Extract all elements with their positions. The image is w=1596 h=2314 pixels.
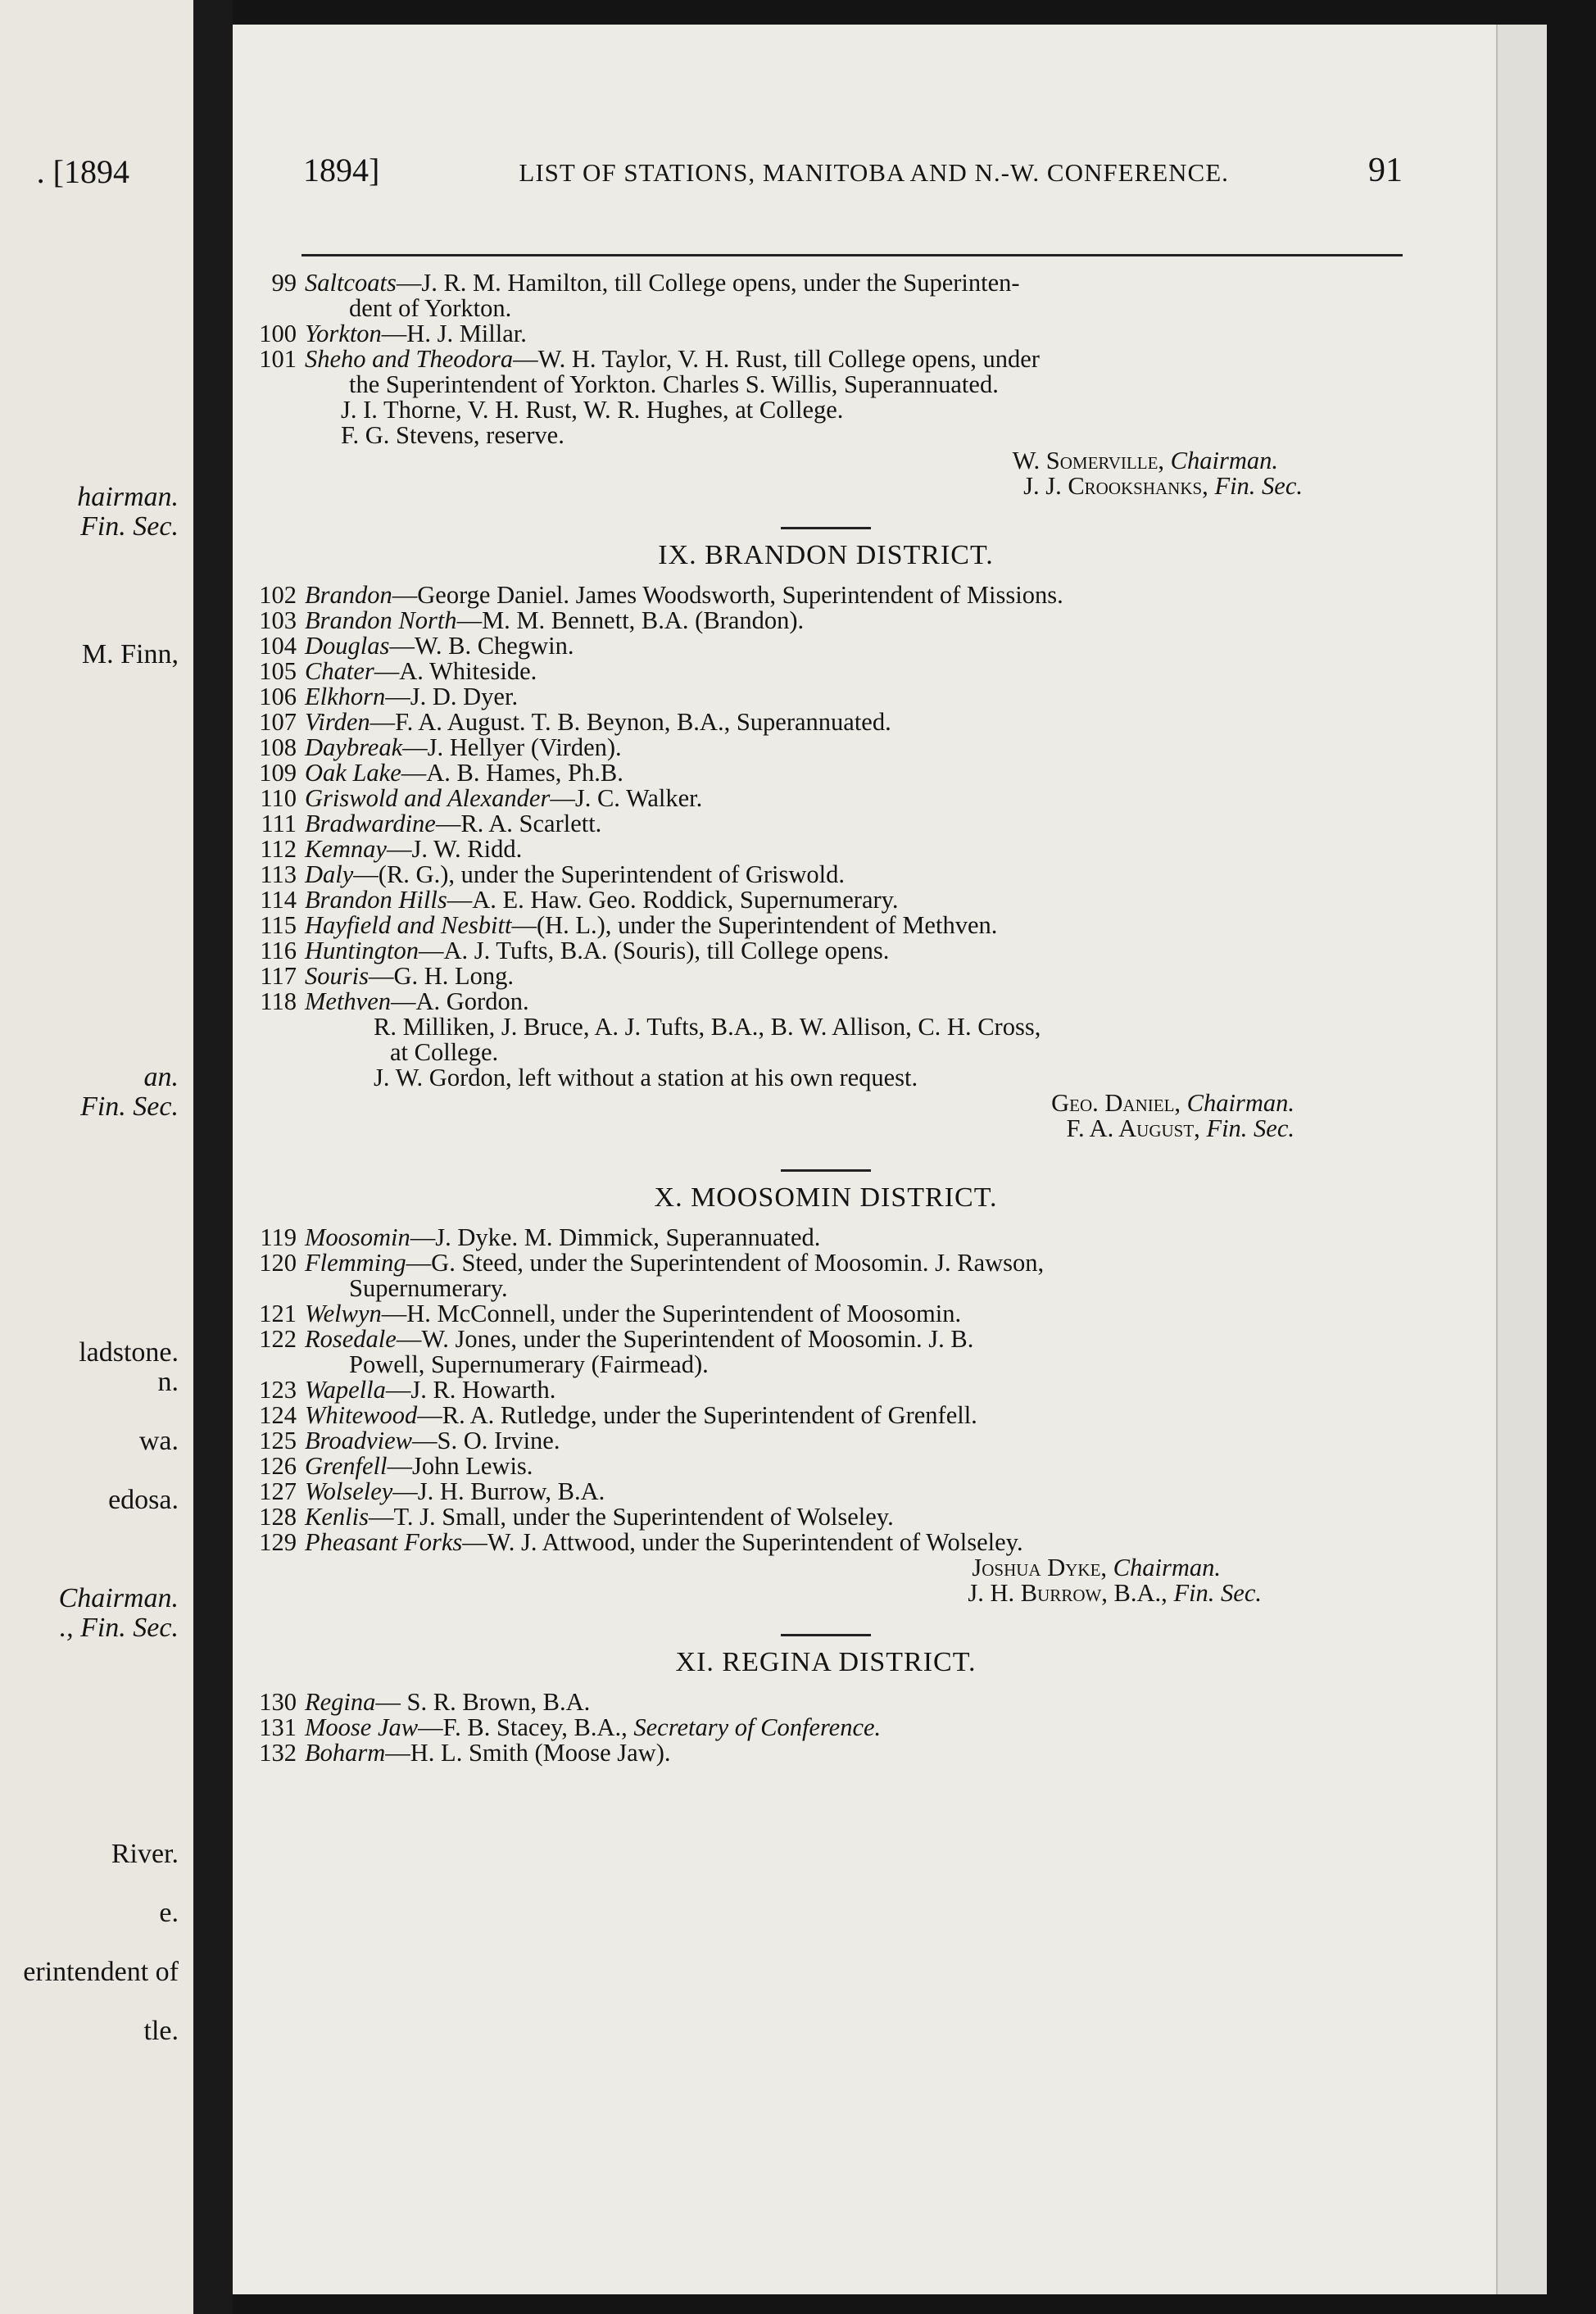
book-page [233,25,1547,2294]
station-entry [251,270,1401,296]
appointment-office: Secretary of Conference. [633,1713,882,1741]
station-number: 100 [259,320,297,347]
book-gutter [193,0,233,2314]
station-appointment: —W. Jones, under the Superintendent of Moosomin. J. B. [396,1325,974,1353]
station-number: 132 [259,1739,297,1767]
facing-page-fragment: ., Fin. Sec. [59,1613,179,1643]
station-number: 128 [259,1503,297,1531]
secretary-signature [251,474,1401,499]
station-entry [251,1479,1401,1504]
station-name: Chater [305,657,374,685]
station-appointment: —J. R. Howarth. [385,1376,556,1404]
station-appointment: —G. Steed, under the Superintendent of Moosomin. J. Rawson, [406,1249,1045,1277]
station-name: Grenfell [305,1452,388,1480]
station-entry [251,913,1401,938]
station-name: Douglas [305,632,390,660]
station-entry [251,938,1401,964]
facing-page-fragment: n. [157,1367,179,1397]
station-entry [251,347,1401,372]
station-appointment: —J. Dyke. M. Dimmick, Superannuated. [410,1223,821,1251]
station-name: Hayfield and Nesbitt [305,911,512,939]
note-line: R. Milliken, J. Bruce, A. J. Tufts, B.A., B. W. Allison, C. H. Cross, [374,1013,1041,1041]
station-name: Kenlis [305,1503,369,1531]
district-heading: XI. REGINA DISTRICT. [675,1647,977,1677]
station-entry [251,1530,1401,1555]
station-entry [251,1250,1401,1276]
station-entry [251,633,1401,659]
section-rule [781,1169,871,1172]
page-content [251,270,1401,1766]
section-rule [781,527,871,529]
entry-continuation: the Superintendent of Yorkton. Charles S. Willis, Superannuated. [349,370,999,398]
station-name: Souris [305,962,369,990]
station-number: 130 [259,1688,297,1716]
station-name: Welwyn [305,1300,382,1327]
station-appointment: —George Daniel. James Woodsworth, Superintendent of Missions. [392,581,1063,609]
station-entry [251,1403,1401,1428]
running-header [303,151,1403,190]
station-name: Pheasant Forks [305,1528,463,1556]
station-number: 99 [271,269,297,297]
station-number: 125 [259,1427,297,1454]
facing-page-fragment: hairman. [77,482,179,512]
station-appointment: —M. M. Bennett, B.A. (Brandon). [456,606,805,634]
station-name: Griswold and Alexander [305,784,551,812]
station-entry [251,1428,1401,1454]
station-name: Bradwardine [305,810,436,837]
chairman-title: Chairman. [1186,1089,1294,1117]
station-appointment: —F. B. Stacey, B.A., [418,1713,634,1741]
station-entry [251,964,1401,989]
station-entry [251,1454,1401,1479]
station-appointment: —H. J. Millar. [381,320,527,347]
station-name: Sheho and Theodora [305,345,514,373]
station-entry [251,1225,1401,1250]
station-appointment: —J. Hellyer (Virden). [402,733,622,761]
station-appointment: —J. D. Dyer. [385,683,519,710]
station-entry [251,583,1401,608]
station-entry [251,1327,1401,1352]
station-number: 112 [260,835,297,863]
station-number: 104 [259,632,297,660]
section-rule [781,1634,871,1636]
chairman-title: Chairman. [1113,1554,1221,1581]
station-entry [251,659,1401,684]
facing-page [0,0,193,2314]
note-line: J. I. Thorne, V. H. Rust, W. R. Hughes, at College. [341,396,844,424]
station-entry [251,321,1401,347]
station-number: 115 [260,911,297,939]
header-rule [302,254,1403,256]
secretary-title: Fin. Sec. [1173,1579,1262,1607]
secretary-name: J. J. Crookshanks, [1023,472,1208,500]
station-number: 105 [259,657,297,685]
station-appointment: —(R. G.), under the Superintendent of Griswold. [353,860,846,888]
page-edge [1496,25,1547,2294]
station-entry [251,1715,1401,1740]
station-number: 122 [259,1325,297,1353]
station-appointment: —J. C. Walker. [550,784,703,812]
station-name: Broadview [305,1427,413,1454]
station-number: 127 [259,1477,297,1505]
chairman-signature [251,1555,1401,1581]
district-heading: IX. BRANDON DISTRICT. [658,540,994,570]
station-number: 113 [260,860,297,888]
station-name: Daybreak [305,733,403,761]
station-name: Rosedale [305,1325,397,1353]
secretary-signature [251,1116,1401,1141]
note-line: J. W. Gordon, left without a station at his own request. [374,1064,918,1091]
station-appointment: —G. H. Long. [368,962,515,990]
station-number: 120 [259,1249,297,1277]
facing-page-fragment: River. [111,1839,179,1869]
station-name: Virden [305,708,370,736]
station-entry [251,1740,1401,1766]
station-appointment: —J. W. Ridd. [386,835,523,863]
station-number: 109 [259,759,297,787]
station-name: Yorkton [305,320,382,347]
station-name: Moose Jaw [305,1713,419,1741]
station-name: Moosomin [305,1223,410,1251]
station-appointment: —A. E. Haw. Geo. Roddick, Supernumerary. [447,886,899,914]
station-entry [251,811,1401,837]
station-appointment: —H. McConnell, under the Superintendent of Moosomin. [381,1300,962,1327]
station-name: Saltcoats [305,269,397,297]
station-name: Wapella [305,1376,386,1404]
chairman-name: Geo. Daniel, [1051,1089,1181,1117]
station-name: Wolseley [305,1477,393,1505]
secretary-signature [251,1581,1401,1606]
station-name: Regina [305,1688,376,1716]
note-line: F. G. Stevens, reserve. [341,421,564,449]
station-number: 123 [259,1376,297,1404]
station-entry [251,1690,1401,1715]
station-appointment: —John Lewis. [387,1452,533,1480]
station-number: 124 [259,1401,297,1429]
station-number: 106 [259,683,297,710]
station-entry [251,608,1401,633]
station-appointment: —W. J. Attwood, under the Superintendent of Wolseley. [462,1528,1023,1556]
station-appointment: —J. R. M. Hamilton, till College opens, under the Superinten- [396,269,1020,297]
facing-page-fragment: M. Finn, [81,639,179,669]
station-name: Methven [305,987,391,1015]
station-number: 129 [259,1528,297,1556]
facing-page-fragment: ladstone. [79,1337,179,1368]
chairman-name: Joshua Dyke, [972,1554,1108,1581]
station-appointment: — S. R. Brown, B.A. [375,1688,591,1716]
chairman-signature [251,1091,1401,1116]
station-number: 121 [259,1300,297,1327]
secretary-name: J. H. Burrow, B.A., [968,1579,1168,1607]
facing-page-fragment: Fin. Sec. [80,511,179,542]
station-number: 108 [259,733,297,761]
station-entry [251,1301,1401,1327]
station-number: 119 [260,1223,297,1251]
station-entry [251,1504,1401,1530]
station-number: 107 [259,708,297,736]
station-number: 102 [259,581,297,609]
station-name: Kemnay [305,835,387,863]
station-entry [251,1377,1401,1403]
station-number: 111 [261,810,297,837]
facing-page-fragment: tle. [143,2016,179,2046]
station-name: Elkhorn [305,683,386,710]
facing-page-fragment: edosa. [108,1485,179,1515]
station-number: 101 [259,345,297,373]
station-appointment: —A. J. Tufts, B.A. (Souris), till College opens. [418,937,890,964]
station-number: 117 [260,962,297,990]
station-entry [251,837,1401,862]
facing-page-fragment: an. [143,1062,179,1092]
station-appointment: —A. Gordon. [391,987,529,1015]
station-name: Brandon North [305,606,457,634]
station-number: 114 [260,886,297,914]
header-year: 1894] [303,152,380,188]
station-number: 110 [260,784,297,812]
page-number: 91 [1368,152,1403,189]
facing-page-fragment: e. [159,1898,179,1928]
station-number: 131 [259,1713,297,1741]
header-title: LIST OF STATIONS, MANITOBA AND N.-W. CONFERENCE. [519,158,1229,187]
facing-page-fragment: Chairman. [58,1583,179,1613]
station-entry [251,786,1401,811]
station-name: Flemming [305,1249,406,1277]
station-appointment: —J. H. Burrow, B.A. [392,1477,605,1505]
station-entry [251,862,1401,887]
station-number: 126 [259,1452,297,1480]
station-name: Brandon [305,581,392,609]
chairman-title: Chairman. [1170,447,1278,474]
station-appointment: —S. O. Irvine. [412,1427,560,1454]
chairman-name: W. Somerville, [1012,447,1165,474]
secretary-name: F. A. August, [1066,1114,1200,1142]
station-entry [251,989,1401,1014]
entry-continuation: dent of Yorkton. [349,294,512,322]
station-entry [251,710,1401,735]
secretary-title: Fin. Sec. [1206,1114,1294,1142]
station-name: Huntington [305,937,419,964]
station-number: 116 [260,937,297,964]
facing-page-fragment: Fin. Sec. [80,1091,179,1122]
station-number: 103 [259,606,297,634]
station-entry [251,684,1401,710]
station-name: Brandon Hills [305,886,447,914]
station-appointment: —H. L. Smith (Moose Jaw). [385,1739,671,1767]
facing-page-header: . [1894 [36,153,129,190]
secretary-title: Fin. Sec. [1214,472,1303,500]
station-appointment: —W. H. Taylor, V. H. Rust, till College opens, under [513,345,1040,373]
moosomin-entries [251,1225,1401,1555]
station-appointment: —F. A. August. T. B. Beynon, B.A., Superannuated. [370,708,891,736]
station-name: Oak Lake [305,759,401,787]
station-name: Whitewood [305,1401,418,1429]
station-number: 118 [260,987,297,1015]
station-appointment: —W. B. Chegwin. [389,632,574,660]
facing-page-fragment: erintendent of [23,1957,179,1987]
chairman-signature [251,448,1401,474]
saltcoats-entries [251,270,1401,397]
station-name: Daly [305,860,354,888]
station-appointment: —R. A. Rutledge, under the Superintendent of Grenfell. [417,1401,977,1429]
note-line: at College. [390,1038,499,1066]
station-entry [251,760,1401,786]
entry-continuation: Powell, Supernumerary (Fairmead). [349,1350,709,1378]
station-appointment: —A. B. Hames, Ph.B. [401,759,623,787]
entry-continuation: Supernumerary. [349,1274,508,1302]
station-appointment: —T. J. Small, under the Superintendent of Wolseley. [368,1503,894,1531]
station-entry [251,887,1401,913]
district-heading: X. MOOSOMIN DISTRICT. [654,1182,998,1213]
station-appointment: —A. Whiteside. [374,657,537,685]
station-name: Boharm [305,1739,386,1767]
facing-page-fragment: wa. [138,1426,179,1456]
brandon-entries [251,583,1401,1014]
regina-entries [251,1690,1401,1766]
station-entry [251,735,1401,760]
station-appointment: —(H. L.), under the Superintendent of Methven. [511,911,998,939]
station-appointment: —R. A. Scarlett. [435,810,602,837]
